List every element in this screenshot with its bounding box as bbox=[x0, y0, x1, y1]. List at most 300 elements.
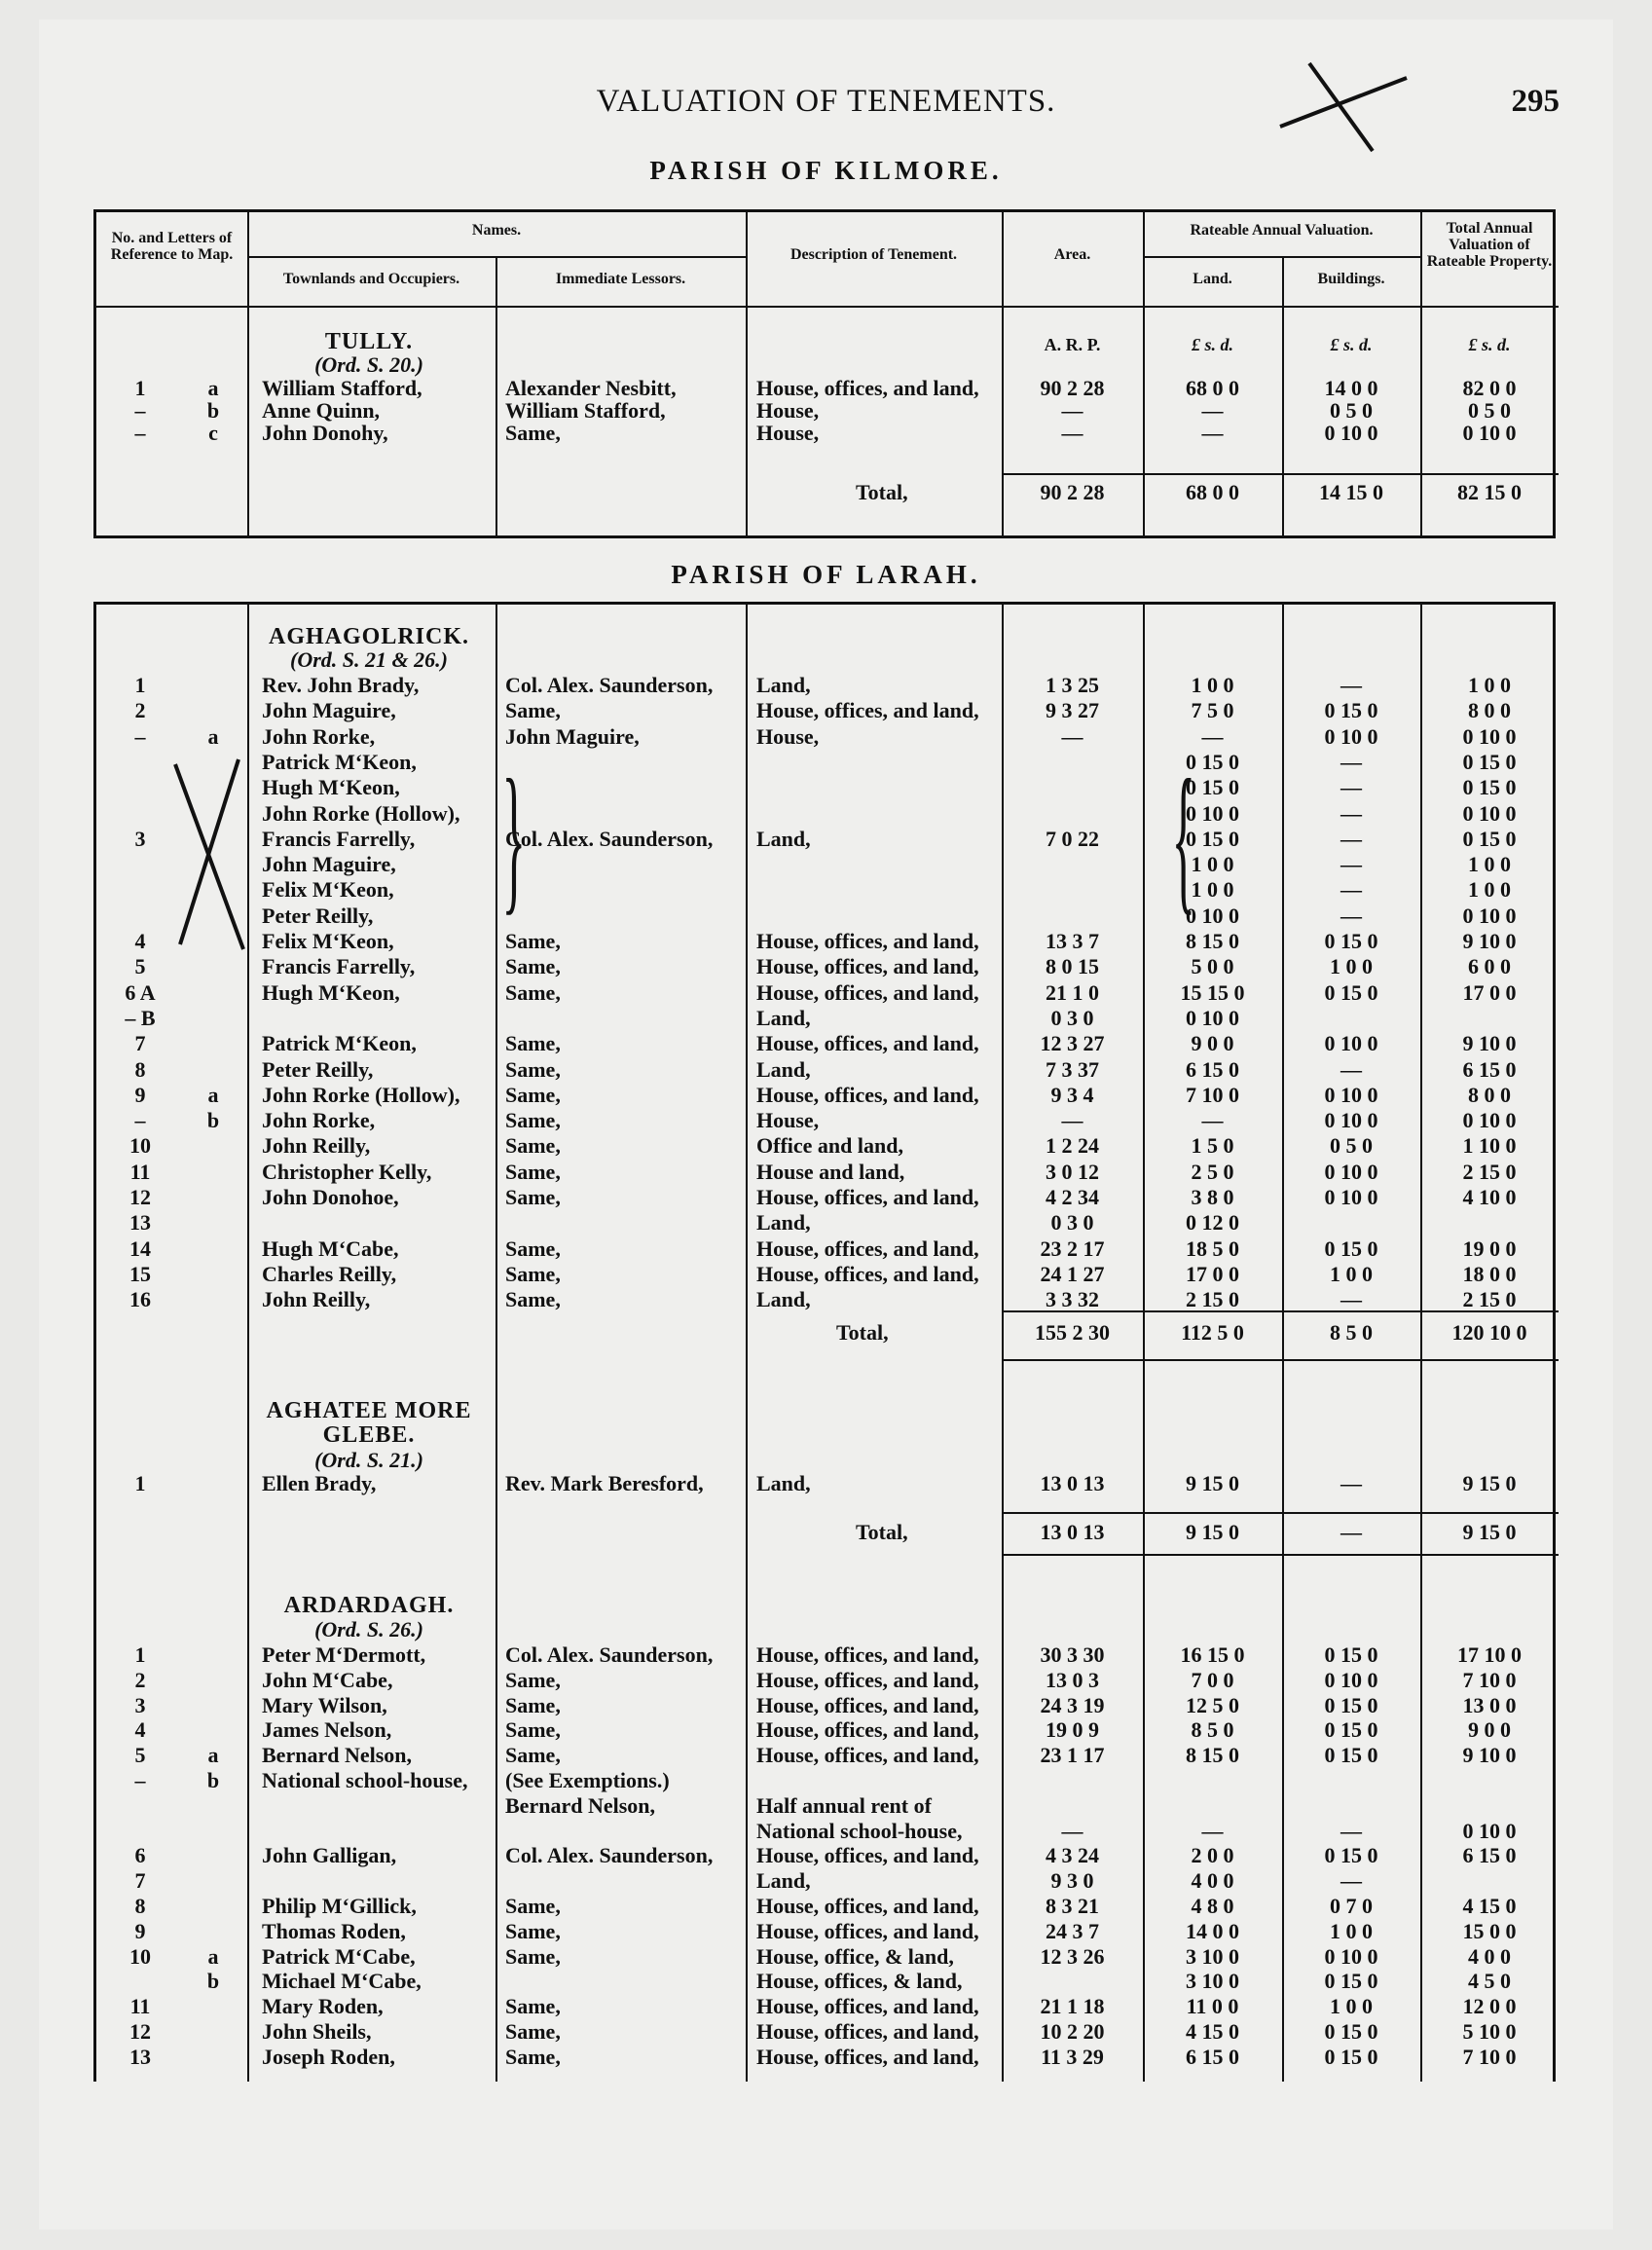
cell-occ: John Reilly, bbox=[262, 1133, 371, 1159]
total-units: £ s. d. bbox=[1468, 335, 1511, 354]
total-land: 68 0 0 bbox=[1186, 480, 1239, 504]
cell-area: 12 3 26 bbox=[1040, 1943, 1105, 1969]
table-row bbox=[96, 1693, 1557, 1718]
cell-letter: b bbox=[206, 1969, 220, 1994]
cell-letter: b bbox=[206, 398, 220, 423]
table-row bbox=[96, 1743, 1557, 1768]
cell-desc: House, offices, and land, bbox=[756, 2019, 979, 2044]
cell-desc: House, bbox=[756, 723, 820, 749]
cell-bld: 0 10 0 bbox=[1324, 1185, 1378, 1209]
cell-tot: 1 0 0 bbox=[1468, 852, 1511, 877]
cell-bld: 0 15 0 bbox=[1324, 1236, 1378, 1261]
table-row bbox=[96, 1133, 1557, 1159]
cell-occ: Felix M‘Keon, bbox=[262, 929, 394, 953]
cell-desc: House, offices, and land, bbox=[756, 929, 979, 953]
cell-desc: House, offices, and land, bbox=[756, 376, 979, 400]
cell-land: 5 0 0 bbox=[1191, 954, 1234, 979]
cell-les: Same, bbox=[505, 1082, 561, 1107]
cell-area: 21 1 0 bbox=[1046, 979, 1099, 1005]
cell-ref: 14 bbox=[129, 1236, 151, 1261]
cell-area: 12 3 27 bbox=[1040, 1031, 1105, 1056]
cell-les: Same, bbox=[505, 1236, 561, 1261]
table-row bbox=[96, 750, 1557, 775]
cell-desc: House, offices, and land, bbox=[756, 1843, 979, 1868]
aghatee-total-row bbox=[96, 1520, 1557, 1545]
cell-tot: 0 10 0 bbox=[1462, 903, 1517, 928]
cell-ref: 4 bbox=[134, 929, 146, 953]
cell-ref: 10 bbox=[129, 1133, 151, 1159]
cell-desc: House, offices, and land, bbox=[756, 979, 979, 1005]
cell-land: 0 10 0 bbox=[1186, 903, 1239, 928]
table-row bbox=[96, 673, 1557, 698]
townland-aghatee-more: AGHATEE MORE bbox=[266, 1398, 472, 1423]
cell-area: 11 3 29 bbox=[1041, 2044, 1104, 2069]
table-row bbox=[96, 1994, 1557, 2019]
cell-land: 7 5 0 bbox=[1191, 698, 1234, 723]
cell-occ: National school-house, bbox=[262, 1768, 468, 1792]
cell-bld: 0 15 0 bbox=[1324, 1692, 1378, 1717]
cell-desc: House, offices, and land, bbox=[756, 1894, 979, 1918]
table-row bbox=[96, 1006, 1557, 1031]
cell-desc: House, offices, and land, bbox=[756, 1667, 979, 1692]
cell-les: Bernard Nelson, bbox=[505, 1792, 655, 1818]
pencil-cross-mark-left bbox=[165, 750, 253, 964]
col-ref-header: No. and Letters of Reference to Map. bbox=[110, 230, 234, 263]
table-row bbox=[96, 1969, 1557, 1994]
cell-ref: 1 bbox=[134, 1642, 146, 1667]
cell-land: 68 0 0 bbox=[1186, 376, 1239, 400]
aghagolrick-total-row bbox=[96, 1320, 1557, 1346]
cell-ref: 8 bbox=[134, 1056, 146, 1082]
cell-occ: John Sheils, bbox=[262, 2019, 372, 2044]
cell-bld: — bbox=[1340, 852, 1362, 877]
table-row bbox=[96, 852, 1557, 877]
table-row bbox=[96, 1944, 1557, 1970]
cell-ref: 6 A bbox=[125, 979, 156, 1005]
cell-area: 0 3 0 bbox=[1050, 1005, 1094, 1030]
cell-occ: Felix M‘Keon, bbox=[262, 877, 394, 903]
total-label: Total, bbox=[856, 1520, 908, 1544]
cell-occ: John Maguire, bbox=[262, 852, 396, 877]
cell-bld: 0 15 0 bbox=[1324, 2044, 1378, 2069]
land-units: £ s. d. bbox=[1191, 335, 1233, 354]
table-row bbox=[96, 1031, 1557, 1056]
cell-bld: 0 10 0 bbox=[1324, 1108, 1378, 1133]
cell-occ: Michael M‘Cabe, bbox=[262, 1969, 422, 1994]
cell-les: Same, bbox=[505, 1994, 561, 2019]
cell-ref: 3 bbox=[134, 1692, 146, 1717]
cell-ref: 13 bbox=[129, 1210, 151, 1236]
total-land: 112 5 0 bbox=[1181, 1320, 1244, 1345]
cell-ref: 13 bbox=[129, 2044, 151, 2069]
area-units: A. R. P. bbox=[1044, 335, 1101, 354]
cell-ref: 1 bbox=[134, 673, 146, 697]
cell-area: 0 3 0 bbox=[1050, 1210, 1094, 1236]
brace: { bbox=[1171, 746, 1196, 929]
cell-land: 4 15 0 bbox=[1186, 2019, 1239, 2044]
cell-desc: House, offices, and land, bbox=[756, 954, 979, 979]
parish-larah-heading: PARISH OF LARAH. bbox=[671, 560, 981, 589]
cell-les: Same, bbox=[505, 2019, 561, 2044]
cell-letter: a bbox=[207, 1743, 219, 1768]
cell-bld: 14 0 0 bbox=[1324, 376, 1378, 400]
cell-land: 15 15 0 bbox=[1180, 979, 1245, 1005]
table-row bbox=[96, 954, 1557, 979]
cell-land: 17 0 0 bbox=[1186, 1261, 1239, 1286]
cell-les: Alexander Nesbitt, bbox=[505, 376, 677, 400]
cell-land: 9 15 0 bbox=[1186, 1471, 1239, 1495]
cell-tot: 18 0 0 bbox=[1462, 1261, 1517, 1286]
cell-occ: Hugh M‘Keon, bbox=[262, 979, 400, 1005]
cell-desc: House, offices, and land, bbox=[756, 1031, 979, 1056]
cell-occ: John Rorke, bbox=[262, 1108, 376, 1133]
cell-occ: Anne Quinn, bbox=[262, 398, 381, 423]
table-row bbox=[96, 1668, 1557, 1693]
cell-ref: 8 bbox=[134, 1894, 146, 1918]
cell-tot: 7 10 0 bbox=[1462, 1667, 1517, 1692]
cell-land: — bbox=[1201, 723, 1224, 749]
table-row bbox=[96, 1717, 1557, 1743]
cell-desc: House, offices, and land, bbox=[756, 1692, 979, 1717]
cell-area: 9 3 27 bbox=[1046, 698, 1099, 723]
cell-ref: 10 bbox=[129, 1943, 151, 1969]
cell-bld: — bbox=[1340, 1287, 1362, 1312]
cell-area: — bbox=[1061, 421, 1083, 445]
cell-area: 9 3 0 bbox=[1050, 1868, 1094, 1894]
cell-occ: John Rorke (Hollow), bbox=[262, 800, 460, 826]
cell-occ: Mary Roden, bbox=[262, 1994, 384, 2019]
cell-tot: 9 10 0 bbox=[1462, 929, 1517, 953]
cell-area: 21 1 18 bbox=[1040, 1994, 1105, 2019]
cell-tot: 82 0 0 bbox=[1462, 376, 1517, 400]
cell-ref: 1 bbox=[134, 376, 146, 400]
table-row bbox=[96, 1236, 1557, 1262]
cell-occ: Hugh M‘Cabe, bbox=[262, 1236, 399, 1261]
table-row bbox=[96, 1210, 1557, 1236]
cell-area: — bbox=[1061, 1818, 1083, 1843]
cell-bld: 0 15 0 bbox=[1324, 979, 1378, 1005]
parish-kilmore-heading: PARISH OF KILMORE. bbox=[649, 156, 1003, 185]
buildings-units: £ s. d. bbox=[1330, 335, 1373, 354]
cell-les: Same, bbox=[505, 1717, 561, 1743]
cell-area: 4 3 24 bbox=[1046, 1843, 1099, 1868]
cell-land: 0 10 0 bbox=[1186, 1005, 1239, 1030]
cell-land: 0 15 0 bbox=[1186, 775, 1239, 800]
cell-bld: — bbox=[1340, 1056, 1362, 1082]
table-row bbox=[96, 1287, 1557, 1312]
col-buildings-header: Buildings. bbox=[1317, 271, 1385, 287]
cell-bld: — bbox=[1340, 1818, 1362, 1843]
cell-occ: John Rorke (Hollow), bbox=[262, 1082, 460, 1107]
larah-table bbox=[93, 602, 1556, 2082]
cell-tot: 0 15 0 bbox=[1462, 775, 1517, 800]
cell-bld: 0 15 0 bbox=[1324, 2019, 1378, 2044]
table-row bbox=[96, 698, 1557, 723]
cell-bld: 0 15 0 bbox=[1324, 929, 1378, 953]
table-row bbox=[96, 1160, 1557, 1185]
total-buildings: 8 5 0 bbox=[1330, 1320, 1373, 1345]
cell-tot: 9 15 0 bbox=[1462, 1471, 1517, 1495]
cell-occ: Thomas Roden, bbox=[262, 1918, 406, 1943]
cell-tot: 15 0 0 bbox=[1462, 1918, 1517, 1943]
cell-desc: House, offices, and land, bbox=[756, 1994, 979, 2019]
table-row bbox=[96, 421, 1557, 446]
cell-bld: 1 0 0 bbox=[1330, 1994, 1373, 2019]
cell-land: 1 5 0 bbox=[1191, 1133, 1234, 1159]
cell-tot: 8 0 0 bbox=[1468, 698, 1511, 723]
table-row bbox=[96, 1793, 1557, 1819]
cell-land: — bbox=[1201, 421, 1224, 445]
cell-bld: 0 15 0 bbox=[1324, 1843, 1378, 1868]
cell-land: 6 15 0 bbox=[1186, 2044, 1239, 2069]
table-row bbox=[96, 904, 1557, 929]
table-row bbox=[96, 1185, 1557, 1210]
cell-bld: 1 0 0 bbox=[1330, 954, 1373, 979]
ord-aghatee: (Ord. S. 21.) bbox=[314, 1448, 423, 1472]
cell-les: Rev. Mark Beresford, bbox=[505, 1471, 704, 1495]
cell-land: 8 15 0 bbox=[1186, 929, 1239, 953]
cell-letter: a bbox=[207, 376, 219, 400]
cell-les: Same, bbox=[505, 1692, 561, 1717]
cell-ref: 11 bbox=[129, 1994, 151, 2019]
cell-les: Col. Alex. Saunderson, bbox=[505, 826, 714, 851]
cell-bld: — bbox=[1340, 749, 1362, 774]
table-row bbox=[96, 2019, 1557, 2045]
cell-desc: Land, bbox=[756, 1471, 811, 1495]
cell-area: 8 0 15 bbox=[1046, 954, 1099, 979]
cell-land: 11 0 0 bbox=[1186, 1994, 1239, 2019]
cell-tot: 1 0 0 bbox=[1468, 877, 1511, 903]
cell-bld: — bbox=[1340, 826, 1362, 851]
brace: } bbox=[501, 746, 527, 929]
cell-tot: 9 10 0 bbox=[1462, 1743, 1517, 1768]
cell-tot: 9 10 0 bbox=[1462, 1031, 1517, 1056]
cell-ref: 5 bbox=[134, 954, 146, 979]
townland-ardardagh: ARDARDAGH. bbox=[283, 1593, 455, 1618]
cell-desc: Land, bbox=[756, 1868, 811, 1894]
cell-land: 16 15 0 bbox=[1180, 1642, 1245, 1667]
cell-land: — bbox=[1201, 398, 1224, 423]
tully-total-row bbox=[96, 480, 1557, 505]
cell-occ: Joseph Roden, bbox=[262, 2044, 395, 2069]
cell-tot: 4 15 0 bbox=[1462, 1894, 1517, 1918]
cell-land: 9 0 0 bbox=[1191, 1031, 1234, 1056]
col-land-header: Land. bbox=[1193, 271, 1232, 287]
total-buildings: 14 15 0 bbox=[1319, 480, 1383, 504]
cell-bld: 0 10 0 bbox=[1324, 421, 1378, 445]
cell-tot: 0 10 0 bbox=[1462, 421, 1517, 445]
cell-bld: — bbox=[1340, 903, 1362, 928]
cell-les: Same, bbox=[505, 1031, 561, 1056]
total-valuation: 120 10 0 bbox=[1451, 1320, 1527, 1345]
cell-ref: 4 bbox=[134, 1717, 146, 1743]
cell-land: 8 5 0 bbox=[1191, 1717, 1234, 1743]
townland-glebe: GLEBE. bbox=[322, 1422, 416, 1448]
cell-desc: House, offices, and land, bbox=[756, 1236, 979, 1261]
cell-desc: House, bbox=[756, 1108, 820, 1133]
cell-bld: 0 10 0 bbox=[1324, 1159, 1378, 1184]
cell-occ: Patrick M‘Keon, bbox=[262, 749, 417, 774]
cell-area: 9 3 4 bbox=[1050, 1082, 1094, 1107]
cell-land: 6 15 0 bbox=[1186, 1056, 1239, 1082]
cell-tot: 13 0 0 bbox=[1462, 1692, 1517, 1717]
cell-desc: Office and land, bbox=[756, 1133, 903, 1159]
cell-desc: House, bbox=[756, 421, 820, 445]
cell-bld: 1 0 0 bbox=[1330, 1261, 1373, 1286]
cell-area: 3 0 12 bbox=[1046, 1159, 1099, 1184]
cell-occ: John M‘Cabe, bbox=[262, 1667, 393, 1692]
cell-land: — bbox=[1201, 1818, 1224, 1843]
cell-ref: 2 bbox=[134, 698, 146, 723]
cell-bld: — bbox=[1340, 877, 1362, 903]
cell-les: William Stafford, bbox=[505, 398, 666, 423]
table-row bbox=[96, 775, 1557, 800]
cell-desc: Land, bbox=[756, 673, 811, 697]
total-land: 9 15 0 bbox=[1186, 1520, 1239, 1544]
cell-occ: Patrick M‘Cabe, bbox=[262, 1943, 416, 1969]
table-row bbox=[96, 801, 1557, 827]
cell-letter: a bbox=[207, 1082, 219, 1107]
cell-occ: John Reilly, bbox=[262, 1287, 371, 1312]
cell-tot: 4 10 0 bbox=[1462, 1185, 1517, 1209]
col-names-header: Names. bbox=[471, 222, 522, 239]
cell-desc: House, offices, and land, bbox=[756, 1185, 979, 1209]
cell-land: 4 0 0 bbox=[1191, 1868, 1234, 1894]
cell-ref: 3 bbox=[134, 826, 146, 851]
cell-tot: 0 10 0 bbox=[1462, 723, 1517, 749]
cell-land: 0 15 0 bbox=[1186, 826, 1239, 851]
cell-ref: 12 bbox=[129, 1185, 151, 1209]
cell-desc: House, office, & land, bbox=[756, 1943, 954, 1969]
table-row bbox=[96, 1642, 1557, 1668]
cell-letter: a bbox=[207, 723, 219, 749]
table-row bbox=[96, 1919, 1557, 1944]
cell-tot: 6 15 0 bbox=[1462, 1843, 1517, 1868]
cell-tot: 12 0 0 bbox=[1462, 1994, 1517, 2019]
cell-land: 0 15 0 bbox=[1186, 749, 1239, 774]
cell-bld: — bbox=[1340, 673, 1362, 697]
cell-occ: Peter Reilly, bbox=[262, 1056, 374, 1082]
cell-area: 7 3 37 bbox=[1046, 1056, 1099, 1082]
table-row bbox=[96, 1894, 1557, 1919]
cell-les: Same, bbox=[505, 1108, 561, 1133]
cell-tot: 1 0 0 bbox=[1468, 673, 1511, 697]
cell-desc: House, offices, & land, bbox=[756, 1969, 963, 1994]
cell-bld: 0 15 0 bbox=[1324, 698, 1378, 723]
cell-bld: 1 0 0 bbox=[1330, 1918, 1373, 1943]
cell-ref: 5 bbox=[134, 1743, 146, 1768]
cell-tot: 0 10 0 bbox=[1462, 1108, 1517, 1133]
cell-area: 3 3 32 bbox=[1046, 1287, 1099, 1312]
page-running-title: VALUATION OF TENEMENTS. bbox=[596, 84, 1056, 119]
cell-les: Same, bbox=[505, 1185, 561, 1209]
cell-area: 7 0 22 bbox=[1046, 826, 1099, 851]
cell-land: 7 10 0 bbox=[1186, 1082, 1239, 1107]
cell-bld: 0 10 0 bbox=[1324, 1667, 1378, 1692]
cell-bld: — bbox=[1340, 800, 1362, 826]
cell-les: Same, bbox=[505, 1743, 561, 1768]
cell-occ: James Nelson, bbox=[262, 1717, 392, 1743]
table-row bbox=[96, 1262, 1557, 1287]
cell-ref: 2 bbox=[134, 1667, 146, 1692]
cell-letter: b bbox=[206, 1108, 220, 1133]
cell-desc: National school-house, bbox=[756, 1818, 963, 1843]
cell-bld: 0 5 0 bbox=[1330, 1133, 1373, 1159]
cell-land: 1 0 0 bbox=[1191, 673, 1234, 697]
cell-bld: 0 10 0 bbox=[1324, 1943, 1378, 1969]
cell-occ: Ellen Brady, bbox=[262, 1471, 377, 1495]
cell-land: 3 10 0 bbox=[1186, 1943, 1239, 1969]
cell-tot: 0 10 0 bbox=[1462, 1818, 1517, 1843]
ord-ardardagh: (Ord. S. 26.) bbox=[314, 1617, 423, 1641]
cell-area: 24 3 19 bbox=[1040, 1692, 1105, 1717]
cell-occ: John Maguire, bbox=[262, 698, 396, 723]
cell-land: 1 0 0 bbox=[1191, 877, 1234, 903]
cell-land: 3 8 0 bbox=[1191, 1185, 1234, 1209]
cell-les: Same, bbox=[505, 929, 561, 953]
cell-desc: Land, bbox=[756, 826, 811, 851]
col-area-header: Area. bbox=[1053, 246, 1091, 263]
cell-bld: 0 5 0 bbox=[1330, 398, 1373, 423]
table-row bbox=[96, 1843, 1557, 1868]
cell-les: Same, bbox=[505, 2044, 561, 2069]
cell-ref: – bbox=[134, 1108, 146, 1133]
table-row bbox=[96, 1819, 1557, 1844]
total-valuation: 9 15 0 bbox=[1462, 1520, 1517, 1544]
cell-les: Same, bbox=[505, 698, 561, 723]
cell-ref: 1 bbox=[134, 1471, 146, 1495]
cell-les: Col. Alex. Saunderson, bbox=[505, 673, 714, 697]
cell-occ: William Stafford, bbox=[262, 376, 422, 400]
total-area: 13 0 13 bbox=[1040, 1520, 1105, 1544]
cell-desc: Land, bbox=[756, 1056, 811, 1082]
cell-bld: 0 10 0 bbox=[1324, 723, 1378, 749]
cell-tot: 1 10 0 bbox=[1462, 1133, 1517, 1159]
cell-occ: John Donohy, bbox=[262, 421, 388, 445]
cell-area: 23 1 17 bbox=[1040, 1743, 1105, 1768]
cell-tot: 2 15 0 bbox=[1462, 1287, 1517, 1312]
col-description-header: Description of Tenement. bbox=[789, 246, 958, 263]
cell-tot: 19 0 0 bbox=[1462, 1236, 1517, 1261]
cell-occ: Peter Reilly, bbox=[262, 903, 374, 928]
cell-area: 30 3 30 bbox=[1040, 1642, 1105, 1667]
cell-desc: House, offices, and land, bbox=[756, 1717, 979, 1743]
cell-desc: House, offices, and land, bbox=[756, 1261, 979, 1286]
cell-land: 7 0 0 bbox=[1191, 1667, 1234, 1692]
cell-area: 13 0 3 bbox=[1046, 1667, 1099, 1692]
cell-area: — bbox=[1061, 1108, 1083, 1133]
cell-tot: 2 15 0 bbox=[1462, 1159, 1517, 1184]
total-valuation: 82 15 0 bbox=[1457, 480, 1522, 504]
cell-les: Same, bbox=[505, 1918, 561, 1943]
cell-area: 1 3 25 bbox=[1046, 673, 1099, 697]
cell-bld: 0 10 0 bbox=[1324, 1031, 1378, 1056]
cell-les: Same, bbox=[505, 421, 561, 445]
cell-les: Same, bbox=[505, 1894, 561, 1918]
cell-letter: c bbox=[208, 421, 218, 445]
cell-ref: 9 bbox=[134, 1918, 146, 1943]
cell-les: Same, bbox=[505, 1056, 561, 1082]
cell-desc: Land, bbox=[756, 1287, 811, 1312]
cell-desc: House, offices, and land, bbox=[756, 2044, 979, 2069]
cell-bld: — bbox=[1340, 775, 1362, 800]
cell-tot: 17 10 0 bbox=[1457, 1642, 1522, 1667]
cell-tot: 17 0 0 bbox=[1462, 979, 1517, 1005]
col-townlands-header: Townlands and Occupiers. bbox=[282, 271, 460, 287]
cell-bld: — bbox=[1340, 1471, 1362, 1495]
cell-area: 13 0 13 bbox=[1040, 1471, 1105, 1495]
cell-ref: 6 bbox=[134, 1843, 146, 1868]
